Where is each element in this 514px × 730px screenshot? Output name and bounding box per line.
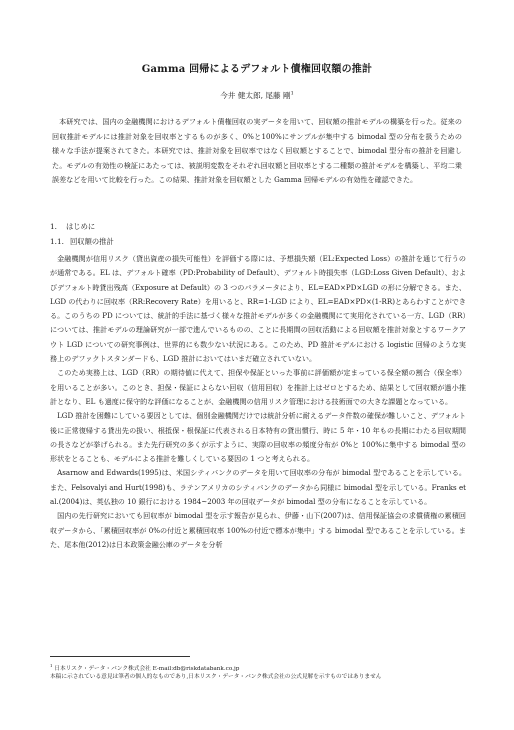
body-paragraph: LGD 推計を困難にしている要因としては、個別金融機関だけでは統計分析に耐えるデータ件数の確保が難しいこと、デフォルト後に正常復帰する貸出先の扱い、根抵保・根保証に代表される日本特有の貸出慣行、時に 5 年・10 年もの長期にわたる回収期間の長さなどが挙げられる。また先行研究の多くが示すように、実際の回収率の頻度分布が 0%と 100%に集中する bimodal 型の形状をとることも、モデルによる推計を難しくしている要因の 1 つと考えられる。 [50,411,466,464]
body-text [50,252,466,552]
section-title: はじめに [66,222,96,231]
footnote-1 [50,661,239,674]
abstract: 本研究では、国内の金融機関におけるデフォルト債権回収の実データを用いて、回収額の推計モデルの構築を行った。従来の回収推計モデルには推計対象を回収率とするものが多く、0%と100%にサンプルが集中する bimodal 型の分布を扱うための様々な手法が提案されてきた。本研究では、推計対象を回収率ではなく回収額とすることで、bimodal 型分布の推計を回避した。モデルの有効性の検証にあたっては、被説明変数をそれぞれ回収額と回収率とする二種類の推計モデルを構築し、平均二乗誤差などを用いて比較を行った。この結果、推計対象を回収額とした Gamma 回帰モデルの有効性を確認できた。 [52,117,462,185]
body-paragraph: このため実務上は、LGD（RR）の期待値に代えて、担保や保証といった事前に評価額が定まっている保全額の割合（保全率）を用いることが多い。このとき、担保・保証によらない回収（信用回収）を推計上はゼロとするため、結果として回収額が過小推計となり、EL も過度に保守的な評価になることが、金融機関の信用リスク管理における技術面での大きな課題となっている。 [50,368,466,406]
section-number: 1. [50,222,57,231]
author-footnote-mark: 1 [290,90,294,97]
body-paragraph: 金融機関が信用リスク（貸出資産の損失可能性）を評価する際には、予想損失額（EL:Expected Loss）の推計を通じて行うのが通常である。EL は、デフォルト確率（PD:Probability of Default）、デフォルト時損失率（LGD:Loss Given Default）、およびデフォルト時貸出残高（Exposure at Default）の 3 つのパラメータにより、EL=EAD×PD×LGD の形に分解できる。また、LGD の代わりに回収率（RR:Recovery Rate）を用いると、RR=1-LGD により、EL=EAD×PD×(1-RR)とあらわすことができる。このうちの PD については、統計的手法に基づく様々な推計モデルが多くの金融機関にて実用化されている一方、LGD（RR）については、推計モデルの理論研究が一部で進んでいるものの、ことに長期間の回収活動による回収額を推計対象とするワークアウト LGD についての研究事例は、世界的にも数少ない状況にある。このため、PD 推計モデルにおける logistic 回帰のような実務上のデファクトスタンダードも、LGD 推計においてはいまだ確立されていない。 [50,254,466,364]
section-heading-1 [50,222,95,232]
author-names: 今井 健太郎, 尾藤 剛 [220,91,291,100]
subsection-number: 1.1. [50,237,64,246]
footnote-mark: 1 [50,663,53,668]
subsection-title: 回収額の推計 [70,237,114,246]
body-paragraph: Asarnow and Edwards(1995)は、米国シティバンクのデータを用いて回収率の分布が bimodal 型であることを示している。また、Felsovalyi and Hurt(1998)も、ラテンアメリカのシティバンクのデータから同様に bimodal 型を示している。Franks et al.(2004)は、英仏独の 10 銀行における 1984~2003 年の回収データが bimodal 型の分布になることを示している。 [50,468,466,507]
footnote-text: 本稿に示されている意見は筆者の個人的なものであり,日本リスク・データ・バンク株式会社の公式見解を示すものではありません [50,674,382,680]
paper-authors [0,90,514,101]
subsection-heading-1-1 [50,237,114,247]
footnote-divider [50,656,190,657]
footnote-text: 日本リスク・データ・バンク株式会社 E-mail:db@riskdatabank.co.jp [54,665,240,672]
footnote-2 [50,673,381,682]
paper-title: Gamma 回帰によるデフォルト債権回収額の推計 [141,64,373,75]
body-paragraph: 国内の先行研究においても回収率が bimodal 型を示す報告が見られ、伊藤・山下(2007)は、信用保証協会の求償債権の累積回収データから、「累積回収率が 0%の付近と累積回収率 100%の付近で標本が集中」する bimodal 型であることを示している。また、尾本他(2012)は日本政策金融公庫のデータを分析 [50,511,466,549]
